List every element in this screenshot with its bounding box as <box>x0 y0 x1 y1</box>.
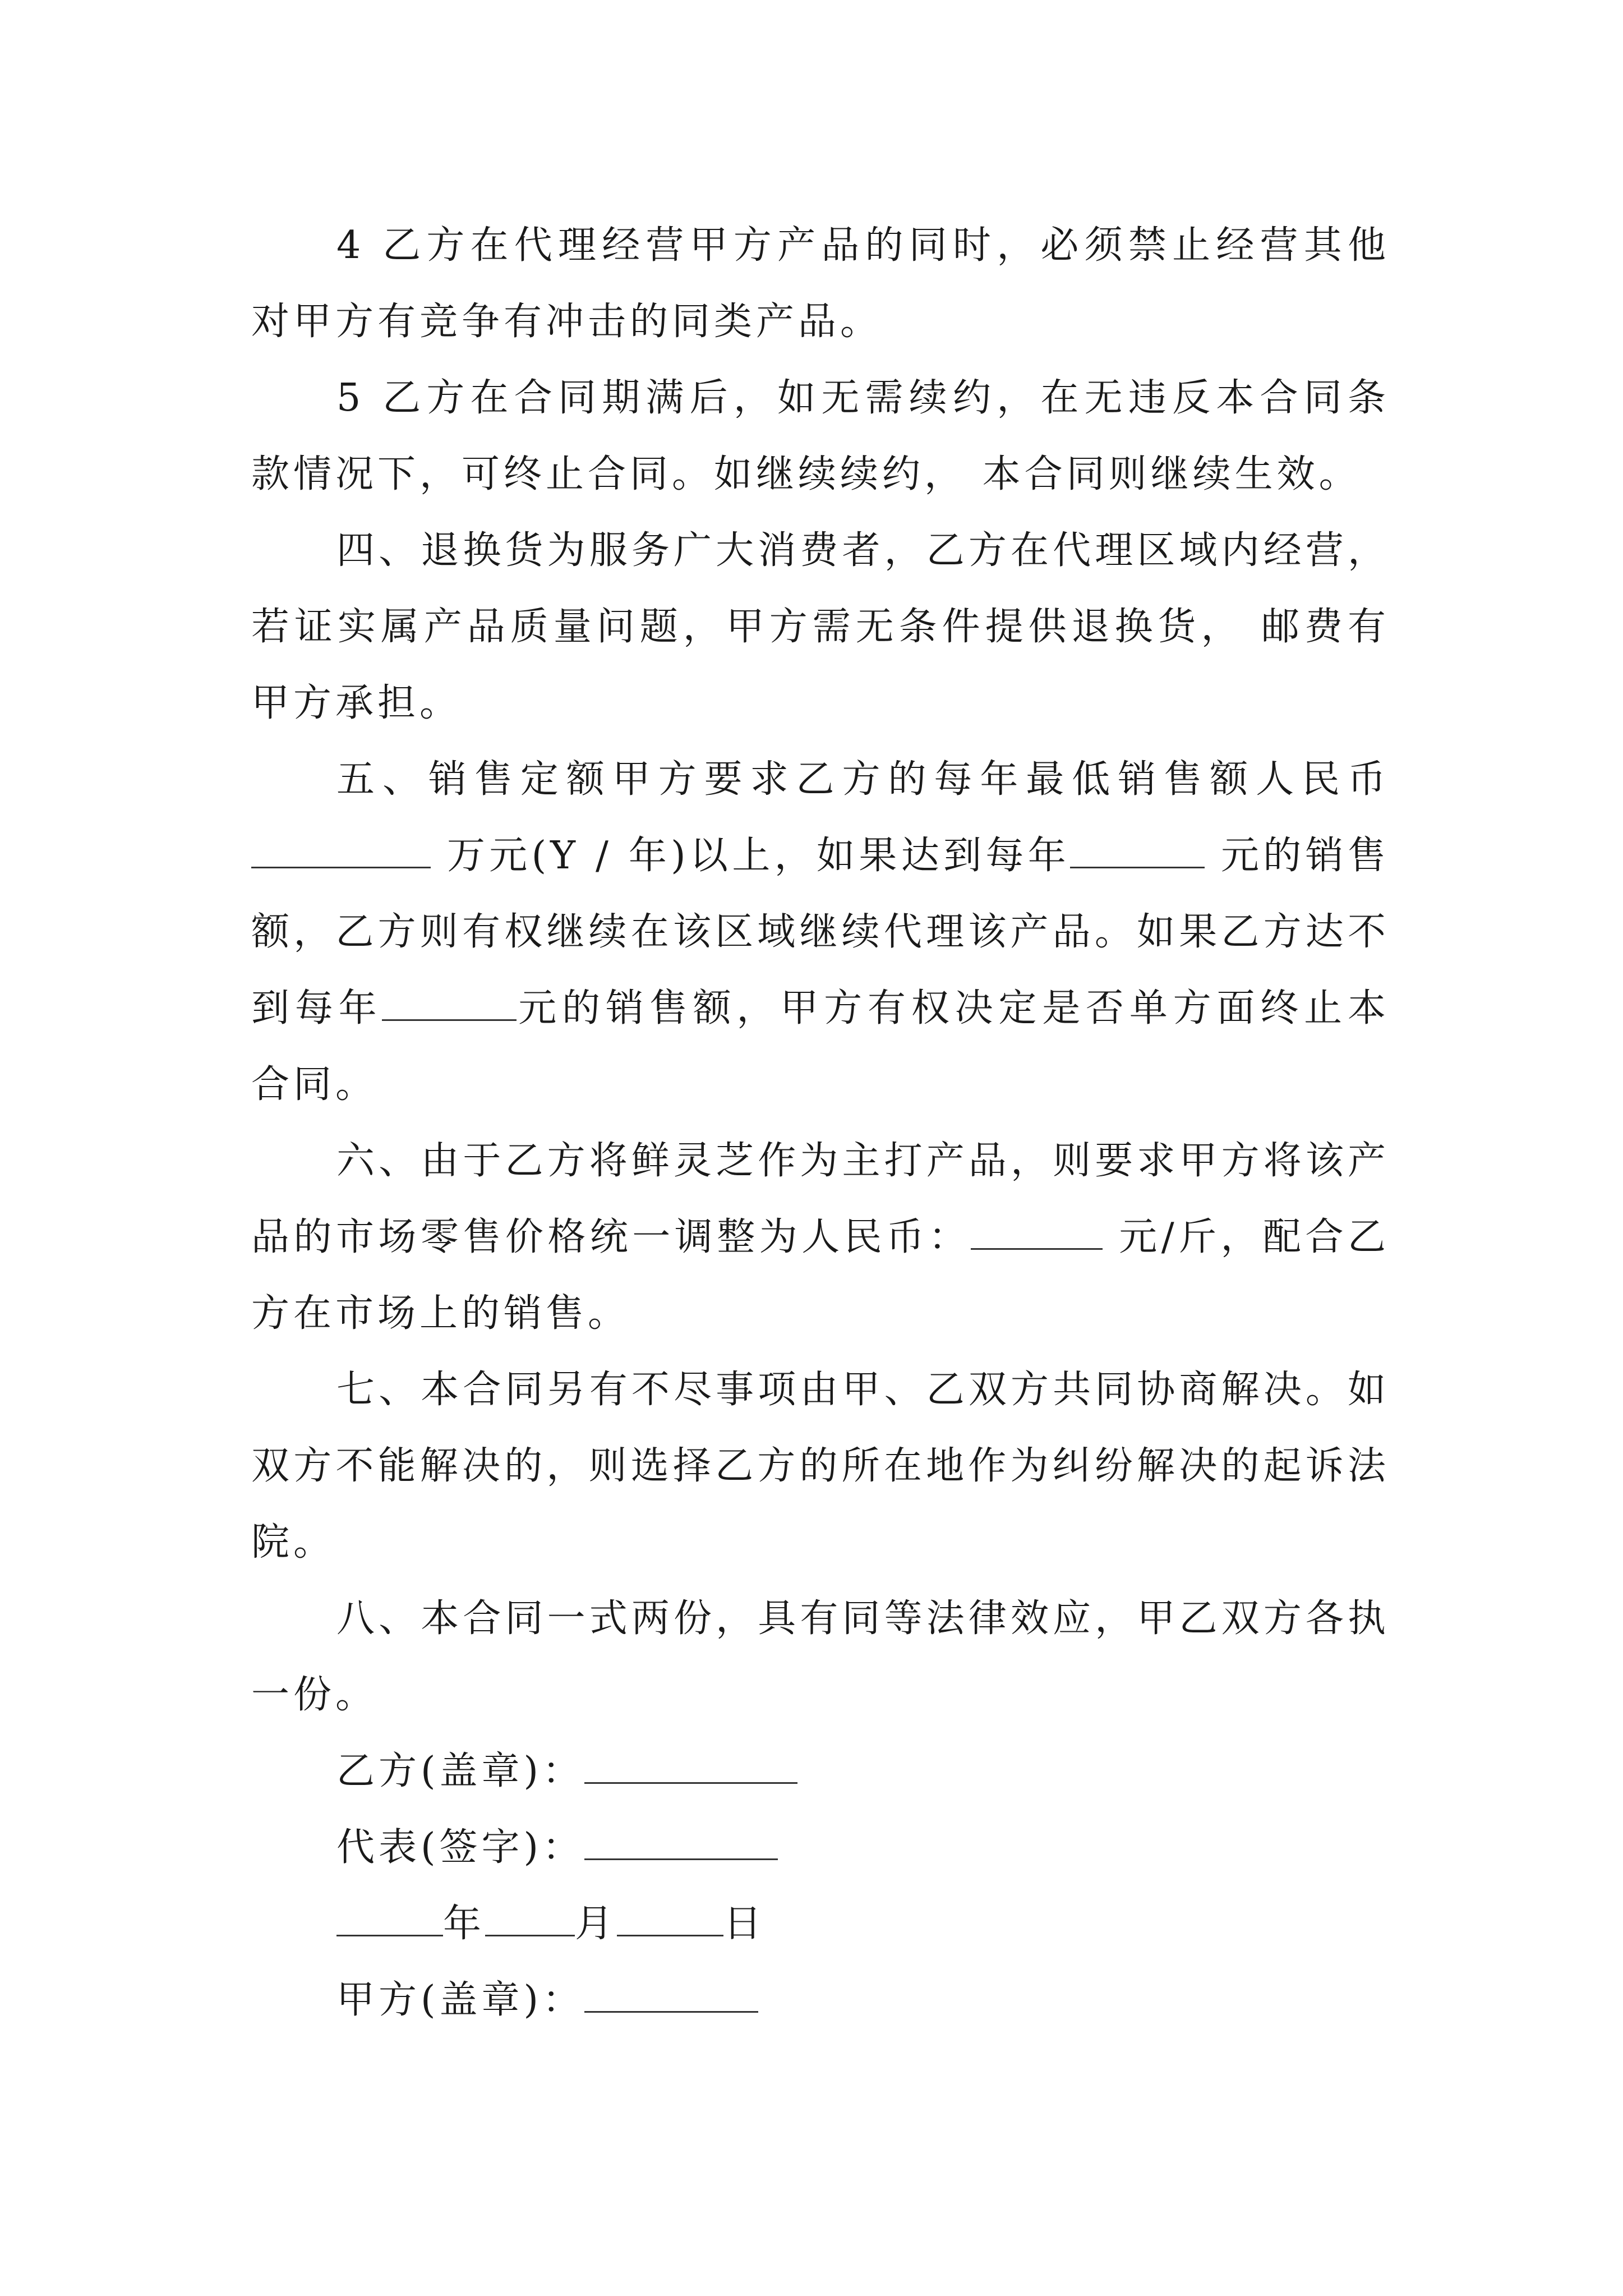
section-sales-quota <box>251 742 1390 1123</box>
party-b-seal-blank <box>584 1750 797 1784</box>
party-a-seal-blank <box>584 1978 758 2013</box>
representative-label: 代表(签字)： <box>336 1825 585 1870</box>
retail-price-text-2: 元/斤，配合乙方在市场上的销售。 <box>251 1215 1390 1336</box>
representative-line <box>251 1810 1390 1886</box>
contract-page <box>251 208 1390 2039</box>
sales-quota-text-4: 元的销售额，甲方有权决定是否单方面终止本合同。 <box>251 986 1390 1107</box>
clause-4: 4 乙方在代理经营甲方产品的同时，必须禁止经营其他对甲方有竞争有冲击的同类产品。 <box>251 223 1390 344</box>
clause-5: 5 乙方在合同期满后，如无需续约，在无违反本合同条款情况下，可终止合同。如继续续约， 本合同则继续生效。 <box>251 376 1390 496</box>
party-b-seal-label: 乙方(盖章)： <box>336 1749 585 1793</box>
section-returns: 四、退换货为服务广大消费者，乙方在代理区域内经营，若证实属产品质量问题，甲方需无条件提供退换货， 邮费有甲方承担。 <box>251 528 1390 725</box>
retail-price-blank <box>971 1216 1103 1250</box>
section-copies: 八、本合同一式两份，具有同等法律效应，甲乙双方各执一份。 <box>251 1596 1390 1717</box>
party-b-seal-line <box>251 1733 1390 1810</box>
section-disputes: 七、本合同另有不尽事项由甲、乙双方共同协商解决。如双方不能解决的，则选择乙方的所在地作为纠纷解决的起诉法院。 <box>251 1368 1390 1565</box>
party-a-seal-line <box>251 1962 1390 2039</box>
sales-quota-text-3: 元的销售额，乙方则有权继续在该区域继续代理该产品。如果乙方达不到每年 <box>251 834 1390 1030</box>
sales-quota-text-2: 万元(Y / 年)以上，如果达到每年 <box>431 834 1071 878</box>
retail-price-text-1: 六、由于乙方将鲜灵芝作为主打产品，则要求甲方将该产品的市场零售价格统一调整为人民币： <box>251 1139 1390 1259</box>
date-line <box>251 1886 1390 1962</box>
year-blank <box>336 1902 443 1936</box>
target-sales-blank <box>1070 834 1205 868</box>
representative-blank <box>584 1826 778 1860</box>
sales-quota-text-1: 五、销售定额甲方要求乙方的每年最低销售额人民币 <box>336 757 1390 802</box>
section-retail-price <box>251 1123 1390 1352</box>
month-blank <box>485 1902 575 1936</box>
min-sales-blank <box>251 834 431 868</box>
day-blank <box>617 1902 723 1936</box>
month-label: 月 <box>575 1902 617 1946</box>
year-label: 年 <box>443 1902 486 1946</box>
day-label: 日 <box>723 1902 766 1946</box>
party-a-seal-label: 甲方(盖章)： <box>336 1978 585 2022</box>
shortfall-sales-blank <box>382 987 517 1021</box>
